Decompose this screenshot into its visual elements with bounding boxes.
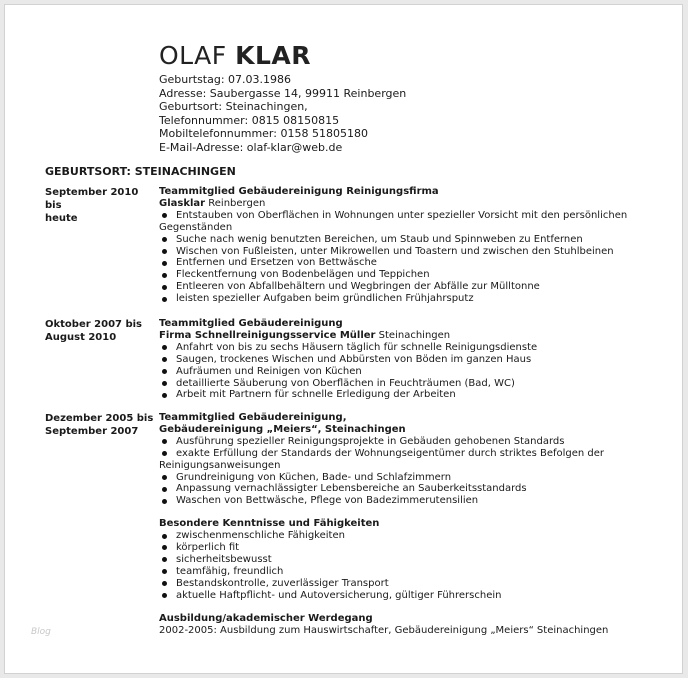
list-item (159, 293, 659, 305)
duties-list (159, 210, 659, 305)
duties-list (159, 436, 659, 507)
watermark-text: Blog (31, 627, 51, 637)
bullet-icon (162, 237, 167, 242)
bullet-icon (162, 593, 167, 598)
entry-date-3 (45, 412, 155, 438)
list-item (159, 210, 629, 234)
list-item (159, 342, 659, 354)
list-item (159, 542, 659, 554)
list-item (159, 590, 659, 602)
list-item (159, 246, 659, 258)
list-item (159, 269, 659, 281)
bullet-icon (162, 357, 167, 362)
bullet-icon (162, 261, 167, 266)
job-title: Teammitglied Gebäudereinigung Reinigungsfirma (159, 186, 439, 197)
bullet-icon (162, 451, 167, 456)
list-item-text: Anpassung vernachlässigter Lebensbereiche an Sauberkeitsstandards (176, 483, 527, 495)
entry-3 (159, 412, 659, 507)
list-item (159, 495, 659, 507)
list-item-text: Ausführung spezieller Reinigungsprojekte in Gebäuden gehobenen Standards (176, 435, 565, 447)
list-item-text: Suche nach wenig benutzten Bereichen, um Staub und Spinnweben zu Entfernen (176, 233, 583, 245)
bullet-icon (162, 369, 167, 374)
list-item-text: Anfahrt von bis zu sechs Häusern täglich für schnelle Reinigungsdienste (176, 341, 538, 353)
contact-details (159, 73, 406, 154)
list-item-text: Saugen, trockenes Wischen und Abbürsten von Böden im ganzen Haus (176, 353, 532, 365)
birthday-line: Geburtstag: 07.03.1986 (159, 73, 292, 86)
last-name: KLAR (235, 41, 312, 70)
bullet-icon (162, 475, 167, 480)
list-item (159, 448, 629, 472)
list-item (159, 366, 659, 378)
list-item-text: Entleeren von Abfallbehältern und Wegbringen der Abfälle zur Mülltonne (176, 281, 540, 293)
company-name: Firma Schnellreinigungsservice Müller (159, 329, 376, 341)
company-name: Glasklar (159, 197, 206, 209)
list-item-text: Waschen von Bettwäsche, Pflege von Badezimmerutensilien (176, 495, 479, 507)
list-item (159, 436, 659, 448)
list-item (159, 257, 659, 269)
bullet-icon (162, 487, 167, 492)
bullet-icon (162, 213, 167, 218)
bullet-icon (162, 393, 167, 398)
bullet-icon (162, 499, 167, 504)
company-location: Reinbergen (205, 197, 266, 209)
list-item (159, 472, 659, 484)
bullet-icon (162, 569, 167, 574)
entry-2 (159, 318, 659, 401)
list-item (159, 389, 659, 401)
entry-date-line: August 2010 (45, 332, 117, 343)
list-item (159, 378, 659, 390)
birthplace-line: Geburtsort: Steinachingen, (159, 100, 308, 113)
skills-title: Besondere Kenntnisse und Fähigkeiten (159, 518, 380, 529)
entry-date-1 (45, 186, 155, 225)
entry-1 (159, 186, 659, 305)
skills-list (159, 530, 659, 601)
list-item (159, 554, 659, 566)
company-location: Steinachingen (375, 329, 451, 341)
list-item-text: Wischen von Fußleisten, unter Mikrowellen und Toastern und zwischen den Stuhlbeinen (176, 245, 614, 257)
bullet-icon (162, 545, 167, 550)
education-line: 2002-2005: Ausbildung zum Hauswirtschafter, Gebäudereinigung „Meiers“ Steinachingen (159, 625, 609, 636)
list-item-text: Arbeit mit Partnern für schnelle Erledigung der Arbeiten (176, 389, 456, 401)
list-item-text: aktuelle Haftpflicht- und Autoversicherung, gültiger Führerschein (176, 589, 502, 601)
bullet-icon (162, 534, 167, 539)
applicant-name (159, 42, 311, 70)
list-item (159, 578, 659, 590)
bullet-icon (162, 557, 167, 562)
list-item (159, 354, 659, 366)
duties-list (159, 342, 659, 402)
resume-page (4, 4, 683, 674)
education-title: Ausbildung/akademischer Werdegang (159, 613, 373, 624)
entry-date-line: September 2007 (45, 426, 139, 437)
company-name: Gebäudereinigung „Meiers“, Steinachingen (159, 423, 406, 435)
first-name: OLAF (159, 41, 227, 70)
education-section (159, 613, 659, 637)
list-item-text: detaillierte Säuberung von Oberflächen in Feuchträumen (Bad, WC) (176, 377, 515, 389)
entry-date-line: heute (45, 213, 78, 224)
bullet-icon (162, 297, 167, 302)
list-item-text: leisten spezieller Aufgaben beim gründlichen Frühjahrsputz (176, 293, 474, 305)
address-line: Adresse: Saubergasse 14, 99911 Reinbergen (159, 86, 407, 100)
phone-line: Telefonnummer: 0815 08150815 (159, 113, 340, 127)
list-item-text: teamfähig, freundlich (176, 565, 284, 577)
list-item-text: körperlich fit (176, 541, 240, 553)
bullet-icon (162, 273, 167, 278)
entry-date-line: September 2010 bis (45, 187, 139, 211)
mobile-line: Mobiltelefonnummer: 0158 51805180 (159, 127, 368, 140)
list-item-text: exakte Erfüllung der Standards der Wohnungseigentümer durch striktes Befolgen der Reinigungsanweisungen (159, 447, 605, 471)
list-item-text: Aufräumen und Reinigen von Küchen (176, 365, 362, 377)
list-item-text: Fleckentfernung von Bodenbelägen und Teppichen (176, 269, 430, 281)
list-item-text: Bestandskontrolle, zuverlässiger Transport (176, 577, 389, 589)
job-title: Teammitglied Gebäudereinigung, (159, 412, 347, 423)
list-item-text: sicherheitsbewusst (176, 553, 272, 565)
bullet-icon (162, 581, 167, 586)
list-item-text: Entstauben von Oberflächen in Wohnungen unter spezieller Vorsicht mit den persönlichen Gegenständen (159, 209, 628, 233)
list-item (159, 483, 659, 495)
list-item (159, 234, 659, 246)
bullet-icon (162, 381, 167, 386)
bullet-icon (162, 249, 167, 254)
list-item (159, 566, 659, 578)
entry-date-2 (45, 318, 155, 344)
bullet-icon (162, 285, 167, 290)
entry-date-line: Dezember 2005 bis (45, 413, 154, 424)
bullet-icon (162, 345, 167, 350)
list-item (159, 530, 659, 542)
company-line (159, 330, 659, 342)
job-title: Teammitglied Gebäudereinigung (159, 318, 343, 329)
section-heading: GEBURTSORT: STEINACHINGEN (45, 165, 236, 178)
list-item-text: zwischenmenschliche Fähigkeiten (176, 530, 345, 541)
skills-section (159, 518, 659, 601)
email-line: E-Mail-Adresse: olaf-klar@web.de (159, 140, 343, 154)
list-item-text: Grundreinigung von Küchen, Bade- und Schlafzimmern (176, 471, 452, 483)
list-item (159, 281, 659, 293)
entry-date-line: Oktober 2007 bis (45, 319, 143, 330)
list-item-text: Entfernen und Ersetzen von Bettwäsche (176, 257, 377, 269)
company-line (159, 198, 659, 210)
bullet-icon (162, 439, 167, 444)
company-line (159, 424, 659, 436)
